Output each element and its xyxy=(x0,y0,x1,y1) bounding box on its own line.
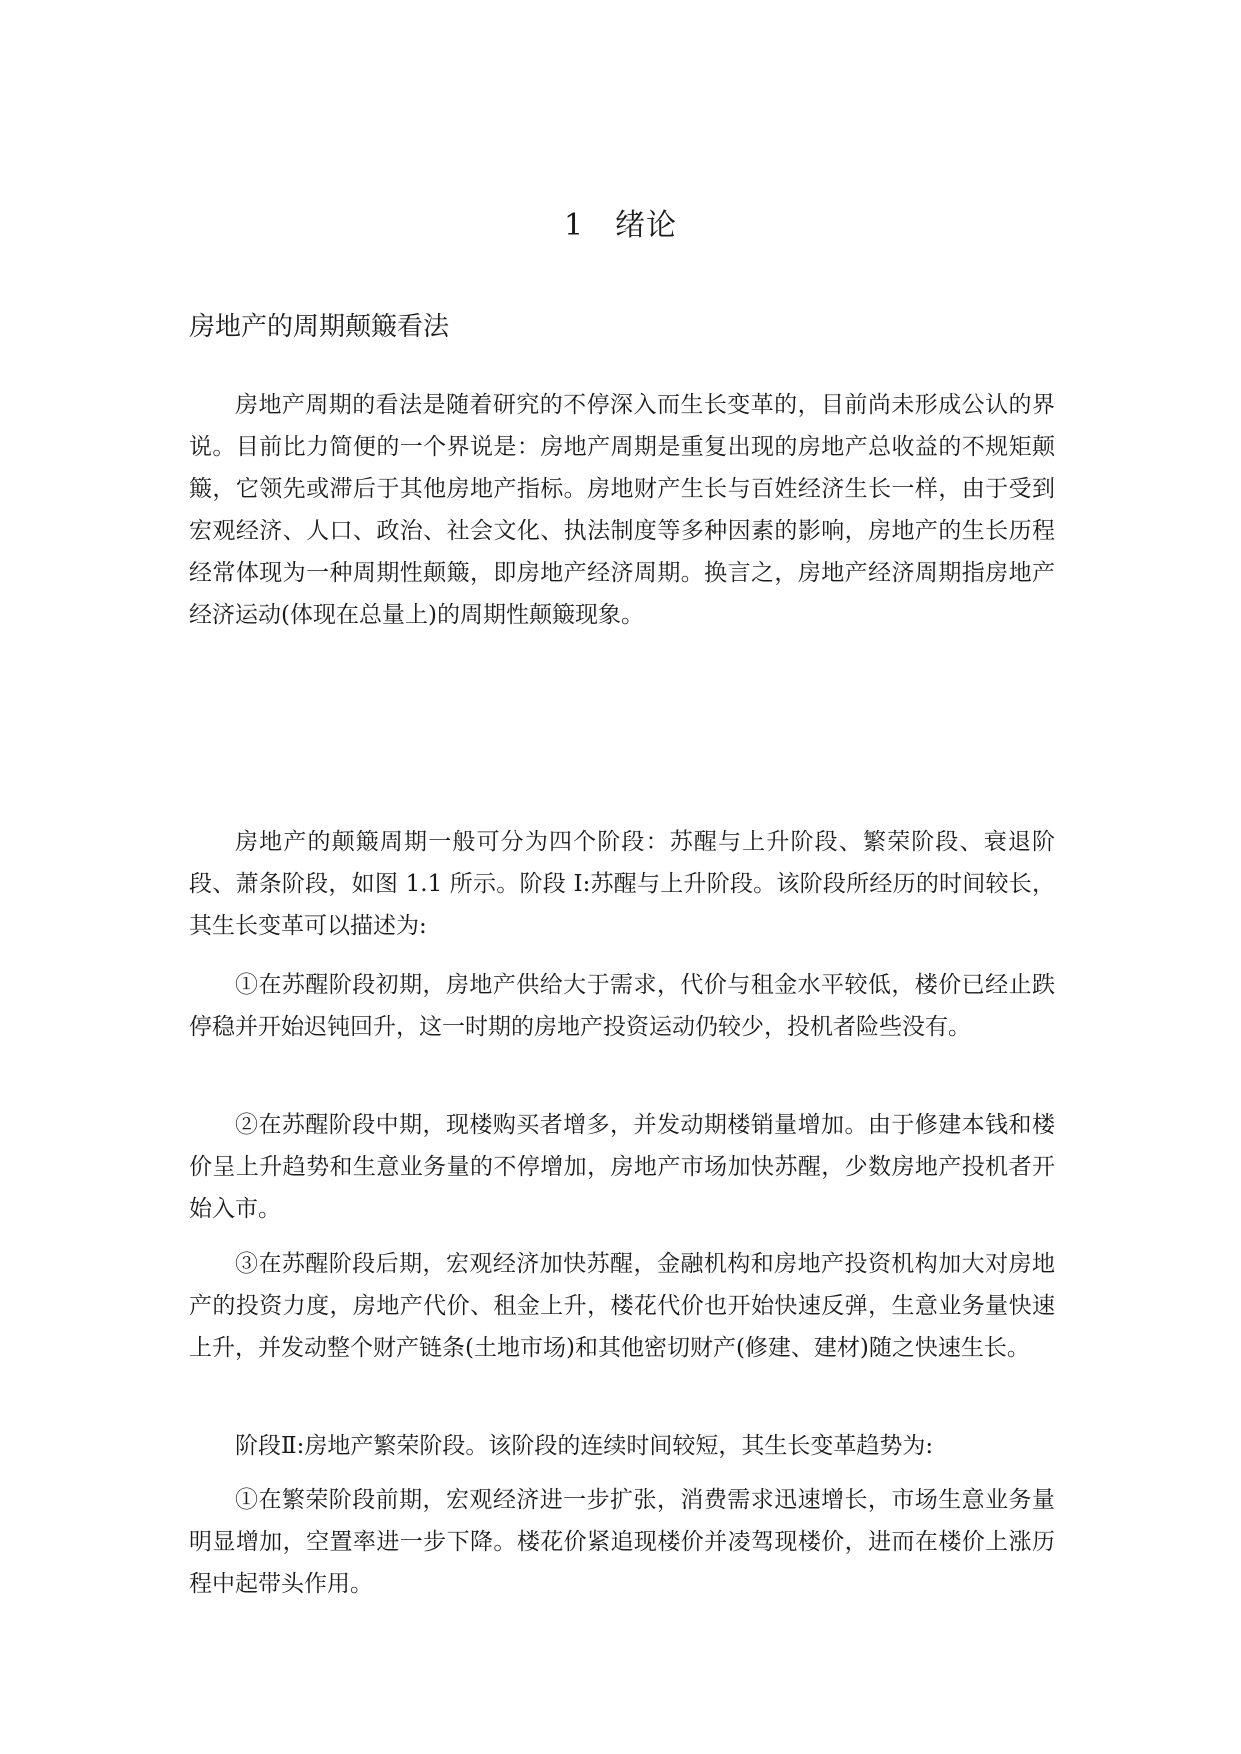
section-heading: 房地产的周期颠簸看法 xyxy=(189,312,450,342)
paragraph-cycle-definition: 房地产周期的看法是随着研究的不停深入而生长变革的，目前尚未形成公认的界说。目前比力简便的一个界说是：房地产周期是重复出现的房地产总收益的不规矩颠簸，它领先或滞后于其他房地产指标。房地财产生长与百姓经济生长一样，由于受到宏观经济、人口、政治、社会文化、执法制度等多种因素的影响，房地产的生长历程经常体现为一种周期性颠簸，即房地产经济周期。换言之，房地产经济周期指房地产经济运动(体现在总量上)的周期性颠簸现象。 xyxy=(189,392,1055,628)
paragraph-recovery-middle: ②在苏醒阶段中期，现楼购买者增多，并发动期楼销量增加。由于修建本钱和楼价呈上升趋势和生意业务量的不停增加，房地产市场加快苏醒，少数房地产投机者开始入市。 xyxy=(189,1112,1055,1222)
paragraph-boom-stage: 阶段Ⅱ:房地产繁荣阶段。该阶段的连续时间较短，其生长变革趋势为: xyxy=(235,1433,934,1459)
chapter-title: 1 绪论 xyxy=(563,208,678,243)
paragraph-four-stages: 房地产的颠簸周期一般可分为四个阶段：苏醒与上升阶段、繁荣阶段、衰退阶段、萧条阶段，如图 1.1 所示。阶段 I:苏醒与上升阶段。该阶段所经历的时间较长，其生长变革可以描述为: xyxy=(189,829,1055,939)
paragraph-recovery-late: ③在苏醒阶段后期，宏观经济加快苏醒，金融机构和房地产投资机构加大对房地产的投资力度，房地产代价、租金上升，楼花代价也开始快速反弹，生意业务量快速上升，并发动整个财产链条(土地市场)和其他密切财产(修建、建材)随之快速生长。 xyxy=(189,1251,1055,1361)
paragraph-boom-early: ①在繁荣阶段前期，宏观经济进一步扩张，消费需求迅速增长，市场生意业务量明显增加，空置率进一步下降。楼花价紧追现楼价并凌驾现楼价，进而在楼价上涨历程中起带头作用。 xyxy=(189,1487,1055,1597)
paragraph-recovery-early: ①在苏醒阶段初期，房地产供给大于需求，代价与租金水平较低，楼价已经止跌停稳并开始迟钝回升，这一时期的房地产投资运动仍较少，投机者险些没有。 xyxy=(189,972,1055,1040)
